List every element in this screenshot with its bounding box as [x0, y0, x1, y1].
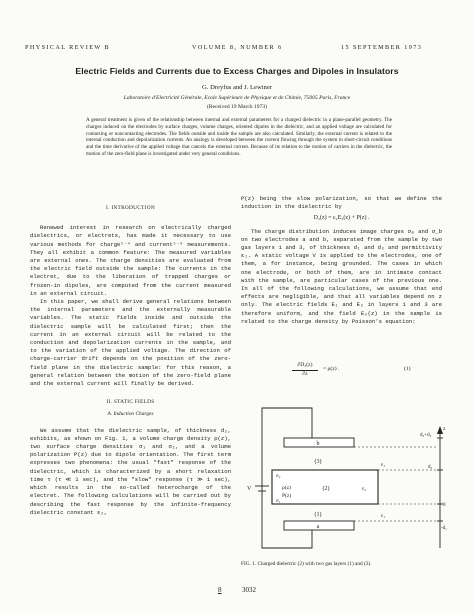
volume-header: VOLUME 8, NUMBER 6 — [192, 44, 283, 51]
subsection-heading-induction-charges: A. Induction Charges — [107, 411, 154, 418]
poisson-equation — [290, 362, 430, 384]
induction-equation: D₂(z) = ε₂E₂(z) + P(z) . — [313, 215, 370, 222]
label-layer-3: (3) — [314, 459, 322, 465]
figure-1-caption: FIG. 1. Charged dielectric (2) with two gas layers (1) and (3). — [241, 561, 372, 567]
date-header: 15 SEPTEMBER 1973 — [341, 44, 423, 51]
figure-1-diagram — [244, 398, 452, 558]
right-intro-text: P(z) being the slow polarization, so that we define the induction in the dielectric by — [241, 195, 442, 211]
label-electrode-a: a — [316, 524, 320, 530]
authors: G. Dreyfus and J. Lewiner — [202, 84, 272, 91]
intro-paragraph-2: In this paper, we shall derive general relations between the internal parameters and the externally measurable variables. The static fields inside and outside the dielectric sample will be calculated first; then the current in an external circuit will be related to the conduction and depolarization currents in the sample, and to the variation of the applied voltage. The direction of charge-carrier drift depends on the position of the zero-field plane in the dielectric sample: for this reason, a general relation between the motion of the zero-field plane and the external current will finally be derived. — [30, 298, 231, 388]
received-date: (Received 19 March 1973) — [206, 104, 268, 110]
label-sigma1: σ₁ — [276, 499, 281, 504]
label-electrode-b: b — [316, 441, 320, 447]
label-layer-1: (1) — [314, 512, 322, 518]
right-column — [241, 195, 442, 326]
label-zero: 0 — [443, 503, 446, 508]
paper-title: Electric Fields and Currents due to Excess Charges and Dipoles in Insulators — [75, 66, 399, 76]
poisson-denominator: ∂z — [302, 371, 308, 377]
poisson-rhs: = ρ(z) . — [323, 366, 340, 372]
equation-number: (1) — [404, 366, 411, 372]
page-mark: 8 — [218, 586, 222, 594]
charge-distribution-paragraph: The charge distribution induces image charges σₐ and σ_b on two electrodes a and b, separated from the sample by two gas layers 1 and 3, of thickness d₁ and d₃ and permittivity ε₁. A static voltage V is applied to the electrodes, one of them, a for instance, being grounded. The cases in which one electrode, or both of them, are in intimate contact with the sample, are particular cases of the previous one. In all of the following calculations, we assume that end effects are negligible, and that all variables depend on z only. The electric fields E₁ and E₃ in layers 1 and 3 are therefore uniform, and the field E₂(z) in the sample is related to the charge density by Poisson's equation: — [241, 227, 442, 325]
abstract: A general treatment is given of the relationship between internal and external parameters for a charged dielectric in a plane-parallel geometry. The charges induced on the electrodes by surface charges, volume charges, oriented dipoles in the dielectric, and an applied voltage are calculated for contacting or noncontacting electrodes. The fields outside and inside the sample are also calculated. Similarly, the external current is related to the internal conduction and depolarization currents. An analogy is developed between the current flowing through the system in short-circuit conditions and the time derivative of the applied voltage that cancels the external current. Because of its relation to the motion of carriers in the dielectric, the motion of the zero-field plane is investigated under very general conditions. — [86, 117, 392, 157]
label-eps1-bottom: ε₁ — [381, 513, 386, 519]
label-rho: ρ(z) — [282, 485, 291, 491]
label-eps2: ε₂ — [362, 486, 367, 492]
intro-paragraph-1: Renewed interest in research on electrically charged dielectrics, or electrets, has made it necessary to use various methods for charge¹⁻⁴ and current⁵⁻⁹ measurements. They all exhibit a common feature: The measured variables are external ones. The charge densities are evaluated from the electric field outside the sample: The currents in the electret, due to the liberation of trapped charges or frozen-in dipoles, are computed from the current measured in an external circuit. — [30, 224, 231, 297]
label-z-axis: z — [443, 426, 446, 432]
section-heading-introduction: I. INTRODUCTION — [106, 205, 155, 211]
left-column — [30, 204, 231, 517]
affiliation: Laboratoire d'Electricité Générale, Ecole Supérieure de Physique et de Chimie, 75005 Paris, France — [123, 95, 351, 101]
label-sigma2: σ₂ — [276, 474, 281, 479]
label-d2-plus-d3: d₂+d₃ — [420, 433, 432, 438]
label-layer-2: (2) — [322, 486, 330, 492]
static-fields-paragraph: We assume that the dielectric sample, of thickness d₂, exhibits, as shown on Fig. 1, a volume charge density ρ(z), two surface charge densities σ₁ and σ₂, and a volume polarization P(z) due to dipole orientation. The first term expresses two phenomena: the usual "fast" response of the dielectric, which is characterized by a short relaxation time τ (τ ≪ 1 sec), and the "slow" response (τ ≫ 1 sec), which results in the so-called heterocharge of the electret. The following calculations will be carried out by describing the fast response by the infinite-frequency dielectric constant ε₂, — [30, 426, 231, 516]
label-polarization: P(z) — [282, 493, 292, 499]
label-d2: d₂ — [428, 465, 433, 470]
label-minus-d1: -d₁ — [441, 526, 447, 531]
section-heading-static-fields: II. STATIC FIELDS — [106, 399, 155, 406]
journal-header: PHYSICAL REVIEW B — [25, 44, 110, 51]
label-eps1-top: ε₁ — [381, 462, 386, 468]
poisson-numerator: ∂D₂(z) — [297, 362, 313, 368]
label-voltage: V — [247, 486, 252, 492]
page-number: 3032 — [242, 586, 256, 594]
